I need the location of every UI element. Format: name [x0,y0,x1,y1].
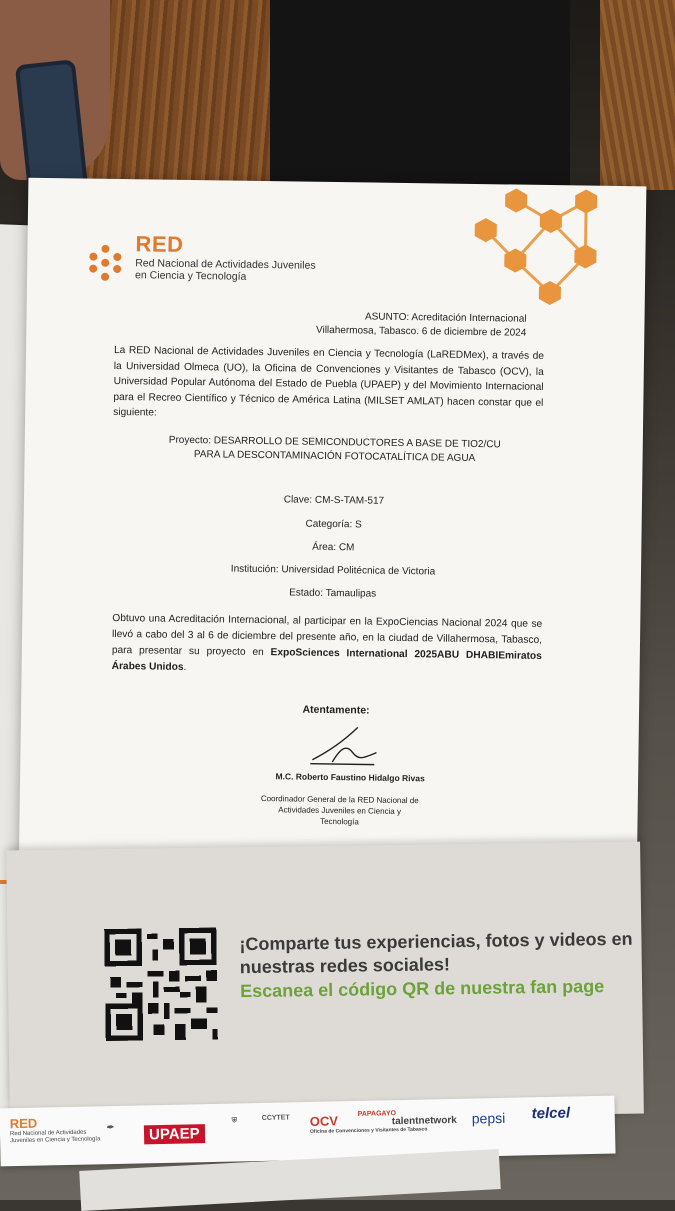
subject-block [226,309,526,341]
hexagon-pattern-icon [465,180,637,312]
telcel-logo: telcel [531,1104,571,1123]
fringe-jacket-right [600,0,675,190]
papagayo-logo: PAPAGAYO [357,1110,397,1118]
intro-paragraph: La RED Nacional de Actividades Juveniles en Ciencia y Tecnología (LaREDMex), a través de la Universidad Olmeca (UO), la Oficina de Convenciones y Visitantes de Tabasco (OCV), la Universidad Popular Autónoma del Estado de Puebla (UPAEP) y del Movimiento Internacional para el Recreo Científico y Técnico de América Latina (MILSET AMLAT) hacen constar que el siguiente: [113,344,545,419]
logo-title: RED [135,231,184,257]
ocv-logo-subtitle: Oficina de Convenciones y Visitantes de Tabasco [309,1126,428,1135]
project-key: Clave: CM-S-TAM-517 [283,494,385,507]
sign-off: Atentamente: [302,703,370,717]
footer-red-logo [10,1114,111,1145]
pepsi-logo: pepsi [471,1109,506,1127]
project-category: Categoría: S [305,518,362,531]
talentnetwork-logo: talentnetwork [391,1114,457,1128]
qr-code-icon[interactable] [97,927,225,1041]
closing-text: Obtuvo una Acreditación Internacional, al participar en la ExpoCiencias Nacional 2024 que se llevó a cabo del 3 al 6 de diciembre del presente año, en la ciudad de Villahermosa, Tabasco, para presentar su proyecto en [111,612,543,659]
project-area: Área: CM [312,541,355,554]
project-state: Estado: Tamaulipas [289,587,377,600]
tabasco-seal-icon: ⛨ [231,1117,238,1125]
project-title: Proyecto: DESARROLLO DE SEMICONDUCTORES A BASE DE TIO2/CU PARA LA DESCONTAMINACIÓN FOTOCATALÍTICA DE AGUA [168,434,501,464]
closing-end: . [183,661,187,673]
dark-clothing [270,0,570,190]
qr-flyer [6,842,644,1123]
logo-subtitle: Red Nacional de Actividades Juveniles en Ciencia y Tecnología [135,257,316,283]
closing-paragraph [112,611,543,681]
signer-position: Coordinador General de la RED Nacional de Actividades Juveniles en Ciencia y Tecnología [260,794,419,827]
signature-icon [302,722,383,773]
upaep-logo: UPAEP [144,1124,205,1144]
signer-name: M.C. Roberto Faustino Hidalgo Rivas [275,771,425,784]
ccytet-logo: CCYTET [261,1114,290,1122]
closing-event: ExpoSciences International 2025ABU DHABIEmiratos Árabes Unidos [111,647,542,673]
project-institution: Institución: Universidad Politécnica de Victoria [230,563,436,578]
share-message: ¡Comparte tus experiencias, fotos y videos en nuestras redes sociales! [239,928,633,978]
subject-line: ASUNTO: Acreditación Internacional [364,311,527,325]
footer-red-subtitle: Red Nacional de Actividades Juveniles en Ciencia y Tecnología [9,1129,101,1145]
footer-red-title: RED [9,1115,38,1132]
red-logo-mark-icon [85,243,126,284]
ocv-logo-text: OCV [309,1113,339,1129]
milset-logo-icon: ✒ [105,1122,114,1133]
place-date: Villahermosa, Tabasco. 6 de diciembre de 2024 [315,324,527,339]
scan-qr-message: Escanea el código QR de nuestra fan page [239,976,605,1002]
red-logo [85,231,326,294]
